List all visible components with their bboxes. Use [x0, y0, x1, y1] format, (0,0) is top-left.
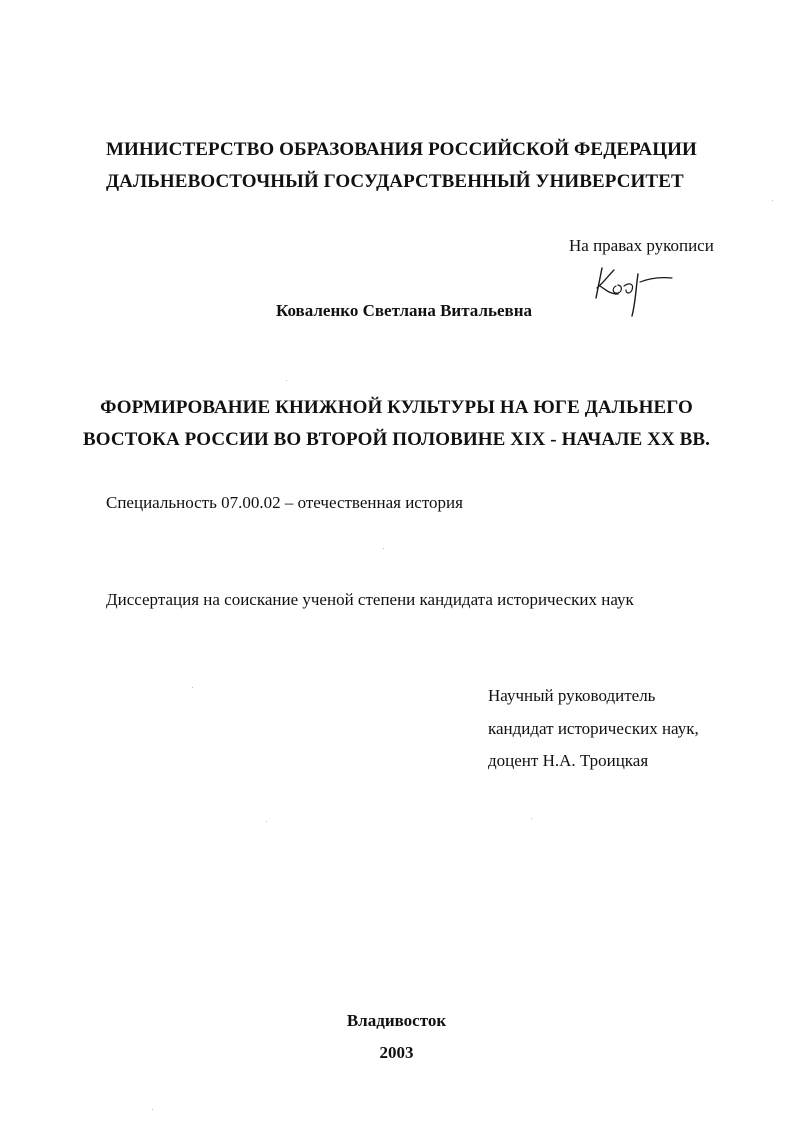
university-heading: ДАЛЬНЕВОСТОЧНЫЙ ГОСУДАРСТВЕННЫЙ УНИВЕРСИТЕТ: [106, 171, 684, 192]
advisor-role: Научный руководитель: [488, 686, 656, 705]
specialty-line: Специальность 07.00.02 – отечественная история: [106, 493, 463, 512]
dissertation-degree-line: Диссертация на соискание ученой степени кандидата исторических наук: [106, 590, 634, 609]
scan-speck: [266, 821, 267, 822]
scan-speck: [286, 380, 287, 381]
scan-speck: [531, 818, 532, 819]
author-name: Коваленко Светлана Витальевна: [276, 301, 532, 320]
dissertation-title-line-1: ФОРМИРОВАНИЕ КНИЖНОЙ КУЛЬТУРЫ НА ЮГЕ ДАЛЬНЕГО: [100, 397, 693, 418]
handwritten-signature: [592, 264, 676, 320]
scan-speck: [772, 200, 773, 201]
dissertation-title-line-2: ВОСТОКА РОССИИ ВО ВТОРОЙ ПОЛОВИНЕ XIX - НАЧАЛЕ XX ВВ.: [82, 429, 711, 450]
advisor-degree: кандидат исторических наук,: [488, 719, 699, 738]
scan-speck: [383, 548, 384, 549]
city-name: Владивосток: [346, 1011, 447, 1030]
ministry-heading: МИНИСТЕРСТВО ОБРАЗОВАНИЯ РОССИЙСКОЙ ФЕДЕРАЦИИ: [106, 139, 697, 160]
advisor-name: доцент Н.А. Троицкая: [488, 751, 649, 770]
manuscript-note: На правах рукописи: [569, 236, 714, 255]
scan-speck: [152, 1109, 153, 1110]
scan-speck: [192, 687, 193, 688]
year: 2003: [379, 1043, 414, 1062]
